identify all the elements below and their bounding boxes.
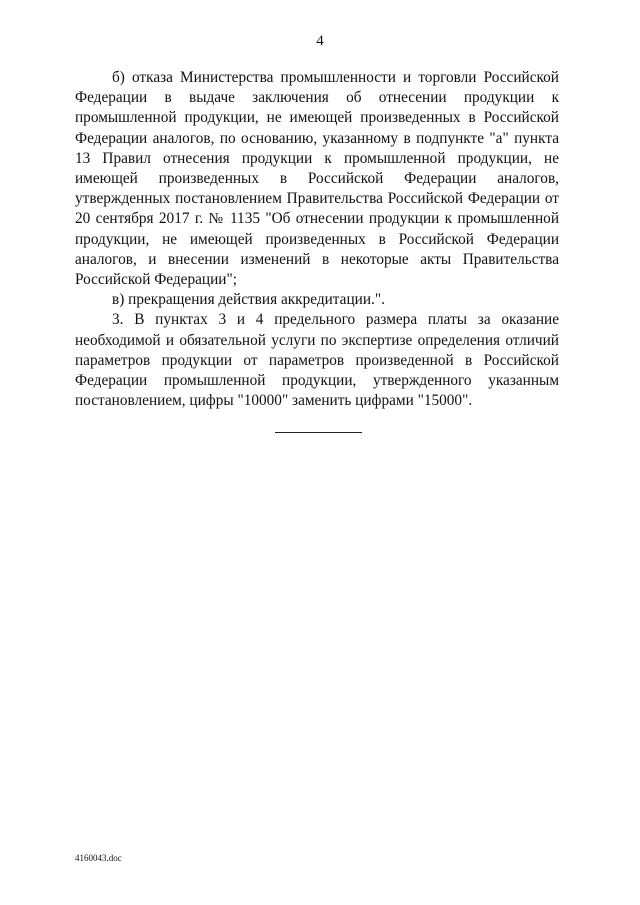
document-body — [75, 68, 559, 411]
paragraph-b: б) отказа Министерства промышленности и торговли Российской Федерации в выдаче заключения об отнесении продукции к промышленной продукции, не имеющей произведенных в Российской Федерации аналогов, по основанию, указанному в подпункте "а" пункта 13 Правил отнесения продукции к промышленной продукции, не имеющей произведенных в Российской Федерации аналогов, утвержденных постановлением Правительства Российской Федерации от 20 сентября 2017 г. № 1135 "Об отнесении продукции к промышленной продукции, не имеющей произведенных в Российской Федерации аналогов, и внесении изменений в некоторые акты Правительства Российской Федерации"; — [75, 69, 559, 289]
paragraph-3: 3. В пунктах 3 и 4 предельного размера платы за оказание необходимой и обязательной услуги по экспертизе определения отличий параметров продукции от параметров произведенной в Российской Федерации промышленной продукции, утвержденного указанным постановлением, цифры "10000" заменить цифрами "15000". — [75, 311, 559, 410]
paragraph-v: в) прекращения действия аккредитации.". — [112, 291, 385, 309]
page-number: 4 — [316, 33, 324, 49]
document-file-id: 4160043.doc — [75, 853, 122, 863]
end-divider — [275, 432, 362, 433]
